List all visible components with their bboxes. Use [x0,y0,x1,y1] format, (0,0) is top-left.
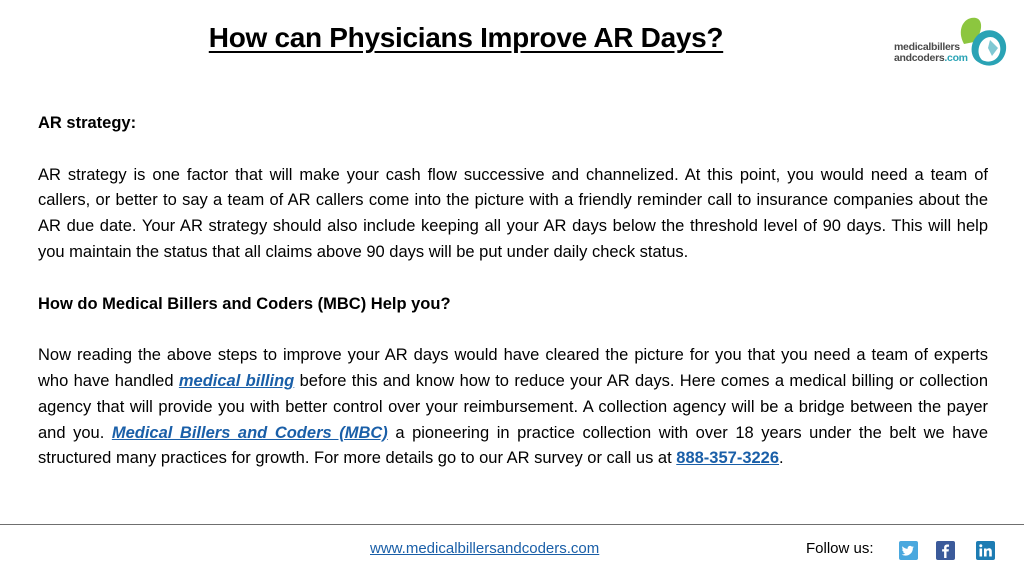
logo-text-suffix: .com [944,52,968,64]
section-heading-ar-strategy: AR strategy: [38,114,137,132]
body-text: before this and know how to reduce your AR days. Here comes a medical billing or collection agency that will provide you with better control over your reimbursement. A collection agency will be a bridge between the payer and you. [38,371,989,442]
section-heading-mbc-help: How do Medical Billers and Coders (MBC) Help you? [38,294,451,313]
facebook-icon[interactable] [936,541,955,560]
linkedin-icon[interactable] [976,541,995,560]
body-text: Now reading the above steps to improve your AR days would have cleared the picture for you that you need a team of experts who have handled [38,346,988,390]
footer-website-link[interactable]: www.medicalbillersandcoders.com [370,540,600,557]
body-text: . [779,449,784,468]
phone-link[interactable]: 888-357-3226 [676,449,780,468]
section-body-ar-strategy: AR strategy is one factor that will make your cash flow successive and channelized. At this point, you would need a team of callers, or better to say a team of AR callers come into the picture with a friendly reminder call to insurance companies about the AR due date. Your AR strategy should also include keeping all your AR days below the threshold level of 90 days. This will help you maintain the status that all claims above 90 days will be put under daily check status. [38,165,988,261]
company-logo[interactable] [894,12,1012,74]
mbc-link[interactable]: Medical Billers and Coders (MBC) [111,423,388,442]
follow-us-label: Follow us: [806,540,874,557]
footer-divider [0,524,1024,525]
slide-title: How can Physicians Improve AR Days? [208,22,724,53]
body-text: a pioneering in practice collection with over 18 years under the belt we have structured many practices for growth. For more details go to our AR survey or call us at [38,423,988,468]
logo-text-line2: andcoders [894,52,945,64]
medical-billing-link[interactable]: medical billing [178,371,295,390]
twitter-icon[interactable] [899,541,918,560]
logo-text-line1: medicalbillers [894,41,960,53]
section-body-mbc-help [38,343,988,472]
slide-content [38,111,988,472]
